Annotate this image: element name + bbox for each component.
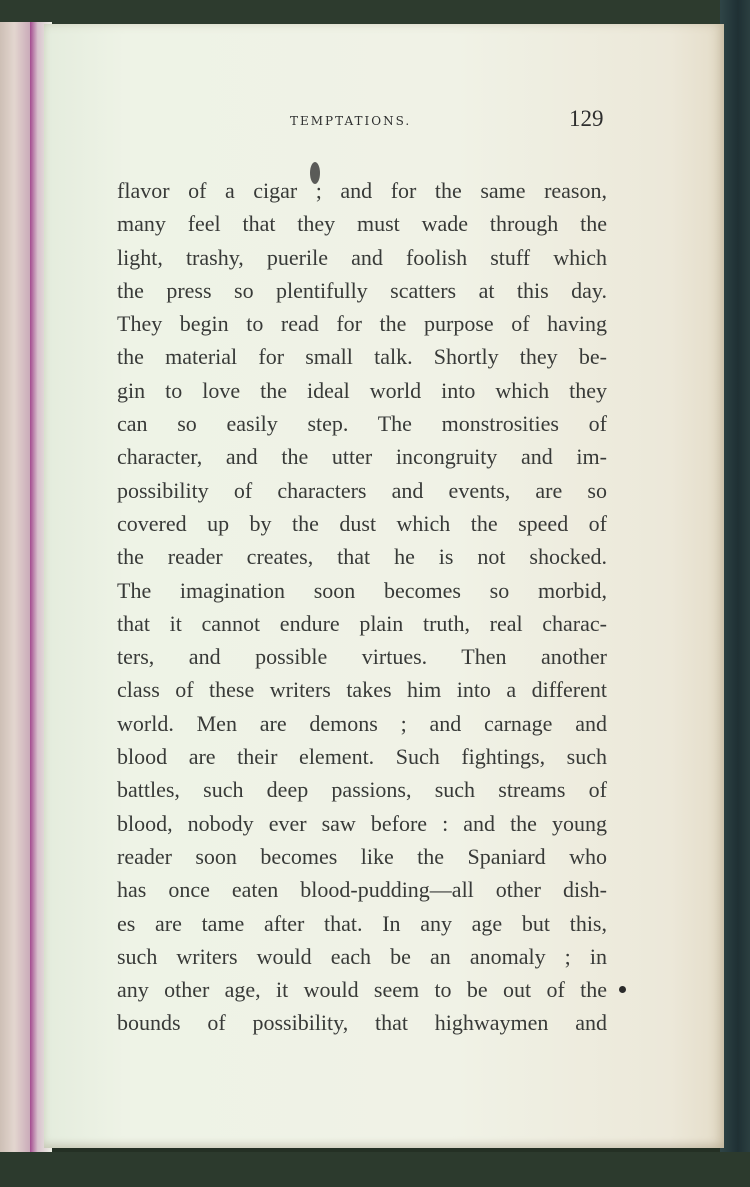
text-line: has once eaten blood-pudding—all other dish- — [117, 877, 607, 903]
ink-dot — [619, 986, 626, 993]
text-line: class of these writers takes him into a different — [117, 677, 607, 703]
text-line: covered up by the dust which the speed of — [117, 510, 607, 536]
text-line: flavor of a cigar ; and for the same reason, — [117, 178, 607, 203]
text-line: bounds of possibility, that highwaymen and — [117, 1010, 607, 1036]
text-line: can so easily step. The monstrosities of — [117, 411, 607, 437]
text-line: blood, nobody ever saw before : and the young — [117, 810, 607, 836]
text-line: They begin to read for the purpose of having — [117, 311, 607, 337]
page-header — [44, 106, 724, 136]
text-line: light, trashy, puerile and foolish stuff which — [117, 244, 607, 270]
text-line: that it cannot endure plain truth, real charac- — [117, 610, 607, 636]
text-line: the reader creates, that he is not shocked. — [117, 544, 607, 570]
text-line: many feel that they must wade through the — [117, 211, 607, 237]
text-line: character, and the utter incongruity and im- — [117, 444, 607, 470]
text-line: world. Men are demons ; and carnage and — [117, 710, 607, 736]
book-cover-edge — [720, 0, 750, 1187]
scan-bottom-edge — [0, 1152, 750, 1187]
text-line: the material for small talk. Shortly they be- — [117, 344, 607, 370]
text-line: gin to love the ideal world into which they — [117, 377, 607, 403]
text-line: possibility of characters and events, are so — [117, 477, 607, 503]
book-page — [44, 24, 724, 1148]
text-line: battles, such deep passions, such streams of — [117, 777, 607, 803]
text-line: The imagination soon becomes so morbid, — [117, 577, 607, 603]
running-title: TEMPTATIONS. — [290, 114, 412, 128]
text-line: reader soon becomes like the Spaniard who — [117, 843, 607, 869]
text-line: such writers would each be an anomaly ; in — [117, 943, 607, 969]
text-line: ters, and possible virtues. Then another — [117, 644, 607, 670]
text-line: the press so plentifully scatters at this day. — [117, 277, 607, 303]
body-text — [117, 174, 607, 1040]
text-line: any other age, it would seem to be out of the — [117, 977, 607, 1003]
page-number: 129 — [569, 106, 604, 131]
text-line: es are tame after that. In any age but this, — [117, 910, 607, 936]
text-line: blood are their element. Such fightings, such — [117, 744, 607, 770]
